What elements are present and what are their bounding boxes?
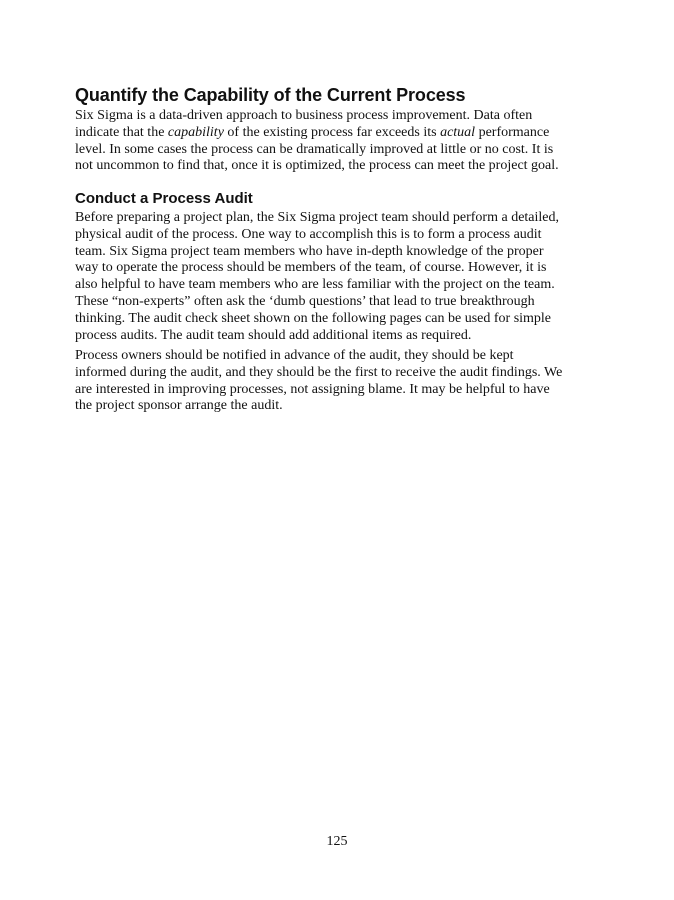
text-line: the project sponsor arrange the audit. — [75, 398, 283, 414]
text-fragment: performance — [475, 124, 550, 140]
page-number: 125 — [326, 834, 348, 849]
text-line: physical audit of the process. One way to accomplish this is to form a process audit — [75, 226, 542, 242]
text-line: Before preparing a project plan, the Six Sigma project team should perform a detailed, — [75, 210, 560, 225]
emphasis-actual: actual — [440, 124, 476, 140]
emphasis-capability: capability — [167, 124, 224, 140]
text-line: way to operate the process should be members of the team, of course. However, it is — [75, 260, 547, 276]
subsection-heading: Conduct a Process Audit — [75, 190, 253, 207]
intro-paragraph — [75, 108, 559, 175]
text-fragment: indicate that the — [75, 124, 168, 140]
text-line: level. In some cases the process can be dramatically improved at little or no cost. It is — [75, 141, 554, 157]
process-owners-paragraph — [75, 348, 562, 415]
text-line: not uncommon to find that, once it is optimized, the process can meet the project goal. — [75, 158, 559, 174]
text-line: also helpful to have team members who are less familiar with the project on the team. — [75, 277, 555, 293]
text-line: are interested in improving processes, not assigning blame. It may be helpful to have — [75, 381, 550, 397]
text-line — [75, 125, 559, 142]
text-line: thinking. The audit check sheet shown on the following pages can be used for simple — [75, 310, 552, 326]
text-fragment: of the existing process far exceeds its — [223, 124, 441, 140]
text-line: Six Sigma is a data-driven approach to business process improvement. Data often — [75, 108, 533, 123]
text-line: informed during the audit, and they should be the first to receive the audit findings. We — [75, 364, 563, 380]
text-line: process audits. The audit team should add additional items as required. — [75, 327, 472, 343]
text-line: team. Six Sigma project team members who have in-depth knowledge of the proper — [75, 243, 544, 259]
text-line: Process owners should be notified in advance of the audit, they should be kept — [75, 348, 514, 363]
text-line: These “non-experts” often ask the ‘dumb questions’ that lead to true breakthrough — [75, 293, 535, 309]
section-heading: Quantify the Capability of the Current Process — [75, 85, 466, 105]
audit-paragraph — [75, 210, 559, 344]
